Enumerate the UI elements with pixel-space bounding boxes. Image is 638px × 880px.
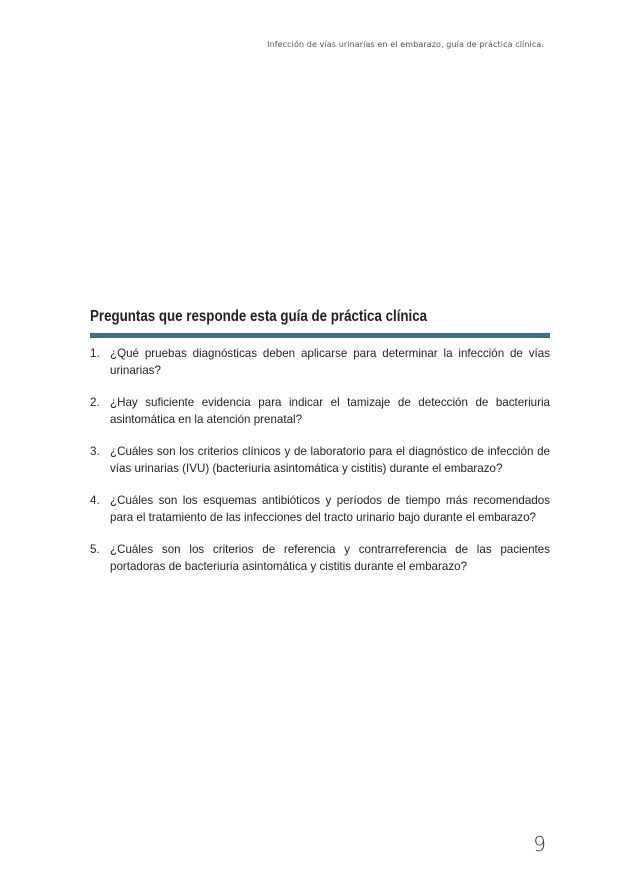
question-number: 3.	[90, 445, 100, 458]
page-number: 9	[533, 832, 546, 856]
question-number: 1.	[90, 347, 100, 360]
running-header: Infección de vías urinarias en el embarazo, guía de práctica clínica.	[267, 40, 544, 49]
question-item-4	[90, 492, 550, 526]
question-item-2	[90, 394, 550, 428]
question-item-5	[90, 541, 550, 575]
question-item-1	[90, 345, 550, 379]
question-number: 4.	[90, 494, 100, 507]
question-text: ¿Cuáles son los esquemas antibióticos y períodos de tiempo más recomendados para el tratamiento de las infecciones del tracto urinario bajo durante el embarazo?	[110, 494, 550, 524]
question-text: ¿Cuáles son los criterios clínicos y de laboratorio para el diagnóstico de infección de vías urinarias (IVU) (bacteriuria asintomática y cistitis) durante el embarazo?	[110, 445, 550, 475]
question-number: 2.	[90, 396, 100, 409]
question-text: ¿Cuáles son los criterios de referencia y contrarreferencia de las pacientes portadoras de bacteriuria asintomática y cistitis durante el embarazo?	[110, 543, 550, 573]
title-underline-rule	[90, 333, 550, 338]
questions-list	[90, 345, 550, 590]
question-number: 5.	[90, 543, 100, 556]
question-text: ¿Qué pruebas diagnósticas deben aplicarse para determinar la infección de vías urinarias?	[110, 347, 550, 377]
section-title: Preguntas que responde esta guía de práctica clínica	[90, 308, 428, 325]
question-text: ¿Hay suficiente evidencia para indicar el tamizaje de detección de bacteriuria asintomática en la atención prenatal?	[110, 396, 550, 426]
question-item-3	[90, 443, 550, 477]
